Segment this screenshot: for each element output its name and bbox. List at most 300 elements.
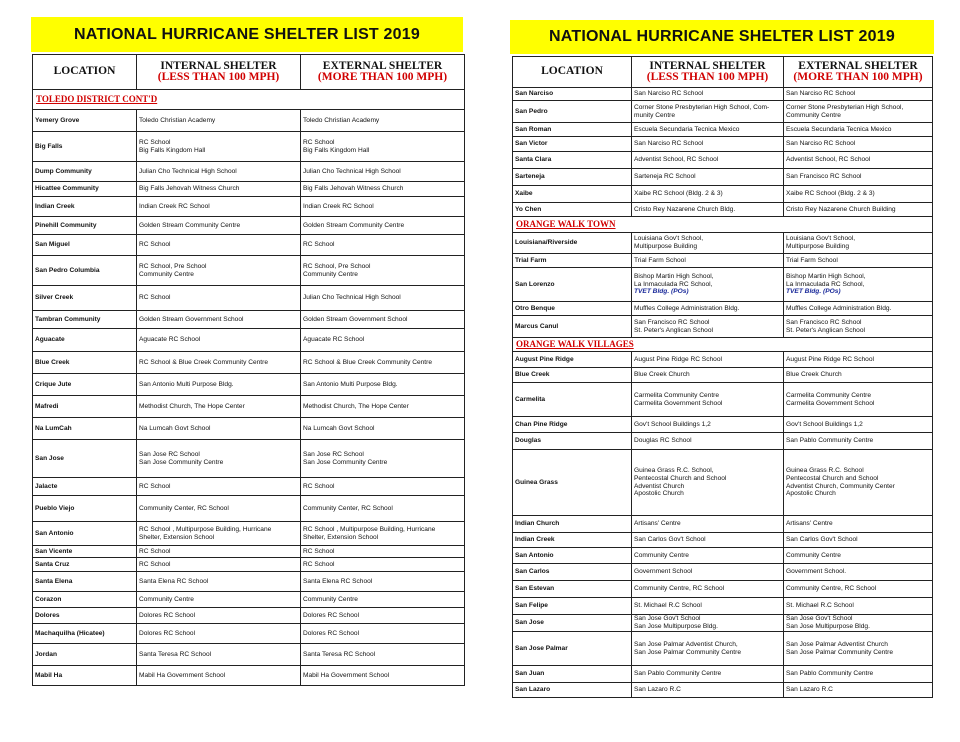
shelter-name: Mabil Ha Government School <box>303 671 390 679</box>
external-shelter-cell <box>301 608 465 624</box>
shelter-name: Mabil Ha Government School <box>139 671 226 679</box>
table-row <box>33 496 465 522</box>
external-shelter-cell <box>784 548 933 564</box>
shelter-name: San Jose Gov't School <box>786 615 853 623</box>
shelter-name: Carmelita Government School <box>634 399 723 407</box>
internal-shelter-cell <box>137 132 301 162</box>
location-cell: Indian Church <box>513 516 632 533</box>
location-cell: Pinehill Community <box>33 217 137 235</box>
external-shelter-cell <box>784 186 933 203</box>
table-row <box>513 186 933 203</box>
shelter-name: San Narciso RC School <box>634 90 704 98</box>
location-cell: Tambran Community <box>33 311 137 329</box>
shelter-name: Trial Farm School <box>634 256 686 264</box>
shelter-name: August Pine Ridge RC School <box>634 355 722 363</box>
shelter-name: San Carlos Gov't School <box>634 536 706 544</box>
external-shelter-cell <box>784 666 933 683</box>
external-shelter-cell <box>301 352 465 374</box>
location-cell: San Carlos <box>513 564 632 581</box>
shelter-name: Shelter, Extension School <box>303 533 379 541</box>
internal-shelter-cell <box>632 152 784 169</box>
internal-shelter-cell <box>632 203 784 217</box>
table-row <box>513 632 933 666</box>
shelter-name: Golden Stream Community Centre <box>303 221 405 229</box>
internal-shelter-cell <box>137 644 301 666</box>
shelter-name: Aguacate RC School <box>139 336 201 344</box>
internal-shelter-cell <box>632 186 784 203</box>
shelter-name: Gov't School Buildings 1,2 <box>634 420 711 428</box>
internal-shelter-cell <box>137 235 301 256</box>
shelter-name: RC School <box>139 241 171 249</box>
external-shelter-cell <box>784 123 933 137</box>
shelter-name: Multipurpose Building <box>634 243 698 250</box>
location-cell: San Roman <box>513 123 632 137</box>
external-shelter-cell <box>784 632 933 666</box>
shelter-name: munity Centre <box>634 111 676 119</box>
shelter-name: Guinea Grass R.C. School, <box>634 466 714 474</box>
internal-shelter-cell <box>137 496 301 522</box>
table-row <box>33 592 465 608</box>
shelter-name: San Jose Palmar Community Centre <box>634 648 742 656</box>
internal-shelter-cell <box>632 137 784 152</box>
shelter-name: San Lazaro R.C <box>634 686 681 694</box>
location-cell: Trial Farm <box>513 254 632 268</box>
shelter-name: Adventist Church <box>634 482 685 490</box>
table-row <box>513 88 933 101</box>
location-cell: Aguacate <box>33 329 137 352</box>
table-row <box>513 302 933 316</box>
shelter-name: Escuela Secundaria Tecnica Mexico <box>634 125 740 133</box>
shelter-name: August Pine Ridge RC School <box>786 355 874 363</box>
shelter-name: RC School <box>139 294 171 302</box>
table-row <box>33 522 465 546</box>
table-row <box>33 608 465 624</box>
shelter-name: Government School <box>634 568 693 576</box>
table-row <box>513 433 933 450</box>
shelter-name: Community Centre <box>139 595 194 603</box>
internal-shelter-cell <box>137 182 301 197</box>
left-title-banner <box>31 17 463 52</box>
shelter-name: St. Peter's Anglican School <box>634 326 713 334</box>
shelter-name: San Francisco RC School <box>786 318 862 326</box>
internal-shelter-cell <box>632 615 784 632</box>
location-cell: Marcus Canul <box>513 316 632 338</box>
section-heading: ORANGE WALK VILLAGES <box>513 338 933 352</box>
shelter-name: Toledo Christian Academy <box>139 116 216 124</box>
right-header-external: EXTERNAL SHELTER (MORE THAN 100 MPH) <box>784 57 933 88</box>
location-cell: San Antonio <box>513 548 632 564</box>
internal-shelter-cell <box>137 624 301 644</box>
shelter-name: Santa Elena RC School <box>139 577 209 585</box>
external-shelter-cell <box>784 516 933 533</box>
internal-shelter-cell <box>137 374 301 396</box>
shelter-name: San Pablo Community Centre <box>634 670 722 678</box>
shelter-name: St. Peter's Anglican School <box>786 326 865 334</box>
shelter-name: San Francisco RC School <box>786 173 862 181</box>
shelter-name: Adventist Church, Community Center <box>786 482 895 490</box>
internal-shelter-cell <box>632 598 784 615</box>
location-cell: San Vicente <box>33 546 137 558</box>
shelter-name: Na Lumcah Govt School <box>303 424 375 432</box>
internal-shelter-cell <box>137 256 301 286</box>
table-row <box>513 564 933 581</box>
table-row <box>33 396 465 418</box>
shelter-name: Methodist Church, The Hope Center <box>303 402 409 410</box>
location-cell: Jordan <box>33 644 137 666</box>
external-shelter-cell <box>784 254 933 268</box>
shelter-name: Golden Stream Government School <box>303 315 408 323</box>
internal-shelter-cell <box>632 316 784 338</box>
shelter-name: Cristo Rey Nazarene Church Bldg. <box>634 205 736 213</box>
location-cell: San Antonio <box>33 522 137 546</box>
location-cell: Santa Clara <box>513 152 632 169</box>
right-header-location: LOCATION <box>513 57 632 88</box>
location-cell: San Jose <box>33 440 137 478</box>
internal-shelter-cell <box>632 632 784 666</box>
external-shelter-cell <box>301 496 465 522</box>
external-shelter-cell <box>784 302 933 316</box>
internal-shelter-cell <box>632 169 784 186</box>
external-shelter-cell <box>784 383 933 417</box>
table-row <box>33 217 465 235</box>
shelter-name: San Francisco RC School <box>634 318 710 326</box>
shelter-name: Shelter, Extension School <box>139 533 215 541</box>
shelter-name: Community Centre <box>786 111 841 119</box>
shelter-name: Sarteneja RC School <box>634 173 696 181</box>
table-row <box>513 123 933 137</box>
internal-shelter-cell <box>137 329 301 352</box>
shelter-name: San Antonio Multi Purpose Bldg. <box>303 380 398 388</box>
location-cell: San Juan <box>513 666 632 683</box>
external-shelter-cell <box>784 268 933 302</box>
location-cell: Douglas <box>513 433 632 450</box>
location-cell: Mafredi <box>33 396 137 418</box>
right-title-banner <box>510 20 934 54</box>
external-shelter-cell <box>301 558 465 572</box>
left-header-location: LOCATION <box>33 55 137 90</box>
location-cell: Pueblo Viejo <box>33 496 137 522</box>
shelter-name: RC School <box>303 547 335 555</box>
external-shelter-cell <box>301 644 465 666</box>
shelter-name: San Jose Multipurpose Bldg. <box>634 623 718 630</box>
external-shelter-cell <box>784 203 933 217</box>
shelter-name: Community Centre <box>786 551 841 559</box>
shelter-name: Douglas RC School <box>634 437 692 445</box>
external-shelter-cell <box>784 101 933 123</box>
tvet-building-note: TVET Bldg. (POs) <box>634 288 689 296</box>
left-header-external: EXTERNAL SHELTER (MORE THAN 100 MPH) <box>301 55 465 90</box>
shelter-name: La Inmaculada RC School, <box>786 280 865 288</box>
internal-shelter-cell <box>632 683 784 698</box>
shelter-name: Gov't School Buildings 1,2 <box>786 420 863 428</box>
shelter-name: San Pablo Community Centre <box>786 670 874 678</box>
internal-shelter-cell <box>137 352 301 374</box>
table-row <box>33 182 465 197</box>
location-cell: Santa Elena <box>33 572 137 592</box>
shelter-name: RC School <box>303 482 335 490</box>
shelter-name: Dolores RC School <box>139 629 196 637</box>
table-row <box>33 440 465 478</box>
shelter-name: Methodist Church, The Hope Center <box>139 402 245 410</box>
shelter-name: Big Falls Kingdom Hall <box>303 146 370 154</box>
right-shelter-table <box>512 56 933 698</box>
left-page <box>29 15 467 705</box>
location-cell: Dolores <box>33 608 137 624</box>
shelter-name: Bishop Martin High School, <box>786 272 866 280</box>
external-shelter-cell <box>301 182 465 197</box>
internal-shelter-cell <box>632 233 784 254</box>
internal-shelter-cell <box>632 450 784 516</box>
right-page <box>507 18 937 722</box>
table-row <box>33 197 465 217</box>
internal-shelter-cell <box>137 440 301 478</box>
location-cell: San Estevan <box>513 581 632 598</box>
table-row <box>513 666 933 683</box>
external-shelter-cell <box>784 137 933 152</box>
shelter-name: La Inmaculada RC School, <box>634 280 713 288</box>
shelter-name: San Jose RC School <box>139 450 200 458</box>
external-shelter-cell <box>784 564 933 581</box>
external-shelter-cell <box>784 581 933 598</box>
shelter-name: Apostolic Church <box>786 490 836 498</box>
external-shelter-cell <box>301 440 465 478</box>
internal-shelter-cell <box>137 197 301 217</box>
location-cell: Blue Creek <box>33 352 137 374</box>
internal-shelter-cell <box>632 268 784 302</box>
internal-shelter-cell <box>632 352 784 368</box>
table-row <box>33 110 465 132</box>
external-shelter-cell <box>301 666 465 686</box>
shelter-name: Community Centre <box>303 595 358 603</box>
table-row <box>33 418 465 440</box>
shelter-name: San Jose Palmar Adventist Church, <box>634 640 738 648</box>
location-cell: San Narciso <box>513 88 632 101</box>
location-cell: San Lorenzo <box>513 268 632 302</box>
internal-shelter-cell <box>632 417 784 433</box>
shelter-name: Golden Stream Community Centre <box>139 221 241 229</box>
location-cell: San Jose <box>513 615 632 632</box>
shelter-name: Dolores RC School <box>139 611 196 619</box>
shelter-name: San Pablo Community Centre <box>786 437 874 445</box>
location-cell: Mabil Ha <box>33 666 137 686</box>
table-row <box>33 132 465 162</box>
table-row <box>513 203 933 217</box>
table-row <box>513 598 933 615</box>
external-shelter-cell <box>301 478 465 496</box>
shelter-name: San Jose Multipurpose Bldg. <box>786 623 870 630</box>
shelter-name: Blue Creek Church <box>786 371 842 379</box>
table-row <box>33 235 465 256</box>
external-shelter-cell <box>301 235 465 256</box>
location-cell: Otro Benque <box>513 302 632 316</box>
external-shelter-cell <box>784 152 933 169</box>
shelter-name: San Jose Palmar Adventist Church <box>786 640 888 648</box>
table-row <box>33 374 465 396</box>
table-row <box>513 101 933 123</box>
table-row <box>513 533 933 548</box>
shelter-name: RC School <box>139 482 171 490</box>
internal-shelter-cell <box>632 564 784 581</box>
table-row <box>513 581 933 598</box>
shelter-name: San Jose Community Centre <box>139 458 224 466</box>
location-cell: Big Falls <box>33 132 137 162</box>
external-shelter-cell <box>784 417 933 433</box>
internal-shelter-cell <box>632 516 784 533</box>
location-cell: Silver Creek <box>33 286 137 311</box>
shelter-name: Santa Teresa RC School <box>139 650 212 658</box>
location-cell: Louisiana/Riverside <box>513 233 632 254</box>
external-shelter-cell <box>784 683 933 698</box>
shelter-name: Indian Creek RC School <box>139 202 210 210</box>
shelter-name: Adventist School, RC School <box>786 156 871 164</box>
shelter-name: Carmelita Government School <box>786 399 875 407</box>
external-shelter-cell <box>301 396 465 418</box>
internal-shelter-cell <box>137 162 301 182</box>
internal-shelter-cell <box>632 383 784 417</box>
left-shelter-table <box>32 54 465 686</box>
shelter-name: Community Centre <box>303 270 358 278</box>
shelter-name: Louisiana Gov't School, <box>634 235 704 243</box>
location-cell: Sarteneja <box>513 169 632 186</box>
left-title: NATIONAL HURRICANE SHELTER LIST 2019 <box>74 25 420 43</box>
right-header-internal: INTERNAL SHELTER (LESS THAN 100 MPH) <box>632 57 784 88</box>
shelter-name: San Antonio Multi Purpose Bldg. <box>139 380 234 388</box>
shelter-name: St. Michael R.C School <box>786 602 854 610</box>
external-shelter-cell <box>301 592 465 608</box>
external-shelter-cell <box>784 450 933 516</box>
shelter-name: Muffles College Administration Bldg. <box>634 304 740 312</box>
external-shelter-cell <box>784 615 933 632</box>
shelter-name: Dolores RC School <box>303 629 360 637</box>
table-row <box>33 644 465 666</box>
shelter-name: Artisans' Centre <box>786 520 833 528</box>
shelter-name: Louisiana Gov't School, <box>786 235 856 243</box>
shelter-name: Julian Cho Technical High School <box>303 294 401 302</box>
location-cell: Santa Cruz <box>33 558 137 572</box>
external-shelter-cell <box>301 546 465 558</box>
internal-shelter-cell <box>632 302 784 316</box>
internal-shelter-cell <box>137 110 301 132</box>
external-shelter-cell <box>784 533 933 548</box>
shelter-name: Big Falls Jehovah Witness Church <box>139 185 240 193</box>
external-shelter-cell <box>784 316 933 338</box>
shelter-name: Escuela Secundaria Tecnica Mexico <box>786 125 892 133</box>
table-row <box>513 268 933 302</box>
table-row <box>513 254 933 268</box>
location-cell: San Pedro Columbia <box>33 256 137 286</box>
shelter-name: Xaibe RC School (Bldg. 2 & 3) <box>634 190 723 198</box>
location-cell: Carmelita <box>513 383 632 417</box>
internal-shelter-cell <box>632 88 784 101</box>
location-cell: Jalacte <box>33 478 137 496</box>
external-shelter-cell <box>301 311 465 329</box>
table-row <box>513 169 933 186</box>
shelter-name: Adventist School, RC School <box>634 156 719 164</box>
shelter-name: Apostolic Church <box>634 490 684 498</box>
shelter-name: Community Centre, RC School <box>634 585 725 593</box>
table-row <box>33 352 465 374</box>
location-cell: Indian Creek <box>513 533 632 548</box>
internal-shelter-cell <box>632 101 784 123</box>
shelter-name: Community Center, RC School <box>303 504 393 512</box>
shelter-name: Carmelita Community Centre <box>634 391 720 399</box>
internal-shelter-cell <box>632 433 784 450</box>
shelter-name: Dolores RC School <box>303 611 360 619</box>
table-row <box>513 417 933 433</box>
table-row <box>33 558 465 572</box>
location-cell: San Pedro <box>513 101 632 123</box>
table-row <box>33 256 465 286</box>
location-cell: Machaquilha (Hicatee) <box>33 624 137 644</box>
shelter-name: Big Falls Kingdom Hall <box>139 146 206 154</box>
internal-shelter-cell <box>632 581 784 598</box>
shelter-name: RC School <box>303 138 335 146</box>
shelter-name: RC School <box>139 560 171 568</box>
shelter-name: Corner Stone Presbyterian High School, <box>786 103 904 111</box>
external-shelter-cell <box>301 522 465 546</box>
table-row <box>513 615 933 632</box>
external-shelter-cell <box>301 374 465 396</box>
location-cell: Yemery Grove <box>33 110 137 132</box>
location-cell: San Lazaro <box>513 683 632 698</box>
internal-shelter-cell <box>137 558 301 572</box>
table-row <box>513 137 933 152</box>
external-shelter-cell <box>784 433 933 450</box>
internal-shelter-cell <box>632 254 784 268</box>
shelter-name: RC School & Blue Creek Community Centre <box>303 358 432 366</box>
shelter-name: St. Michael R.C School <box>634 602 702 610</box>
external-shelter-cell <box>301 162 465 182</box>
left-header-internal: INTERNAL SHELTER (LESS THAN 100 MPH) <box>137 55 301 90</box>
internal-shelter-cell <box>137 546 301 558</box>
internal-shelter-cell <box>137 396 301 418</box>
internal-shelter-cell <box>632 123 784 137</box>
shelter-name: Carmelita Community Centre <box>786 391 872 399</box>
table-row <box>513 233 933 254</box>
shelter-name: San Narciso RC School <box>786 90 856 98</box>
external-shelter-cell <box>301 217 465 235</box>
internal-shelter-cell <box>137 608 301 624</box>
tvet-building-note: TVET Bldg. (POs) <box>786 288 841 296</box>
table-row <box>33 666 465 686</box>
shelter-name: RC School , Multipurpose Building, Hurricane <box>303 525 436 533</box>
shelter-name: San Jose Palmar Community Centre <box>786 648 894 656</box>
internal-shelter-cell <box>632 533 784 548</box>
location-cell: Guinea Grass <box>513 450 632 516</box>
shelter-name: Corner Stone Presbyterian High School, Com- <box>634 103 770 111</box>
external-shelter-cell <box>784 368 933 383</box>
table-row <box>513 368 933 383</box>
shelter-name: RC School <box>139 138 171 146</box>
shelter-name: Santa Teresa RC School <box>303 650 376 658</box>
internal-shelter-cell <box>137 217 301 235</box>
external-shelter-cell <box>784 88 933 101</box>
location-cell: August Pine Ridge <box>513 352 632 368</box>
location-cell: Indian Creek <box>33 197 137 217</box>
shelter-name: Trial Farm School <box>786 256 838 264</box>
location-cell: Hicattee Community <box>33 182 137 197</box>
table-row <box>513 383 933 417</box>
external-shelter-cell <box>301 132 465 162</box>
shelter-name: Cristo Rey Nazarene Church Building <box>786 205 896 213</box>
location-cell: Corazon <box>33 592 137 608</box>
shelter-name: Community Center, RC School <box>139 504 229 512</box>
shelter-name: Na Lumcah Govt School <box>139 424 211 432</box>
table-row <box>513 352 933 368</box>
external-shelter-cell <box>301 256 465 286</box>
shelter-name: Xaibe RC School (Bldg. 2 & 3) <box>786 190 875 198</box>
section-heading: ORANGE WALK TOWN <box>513 217 933 233</box>
